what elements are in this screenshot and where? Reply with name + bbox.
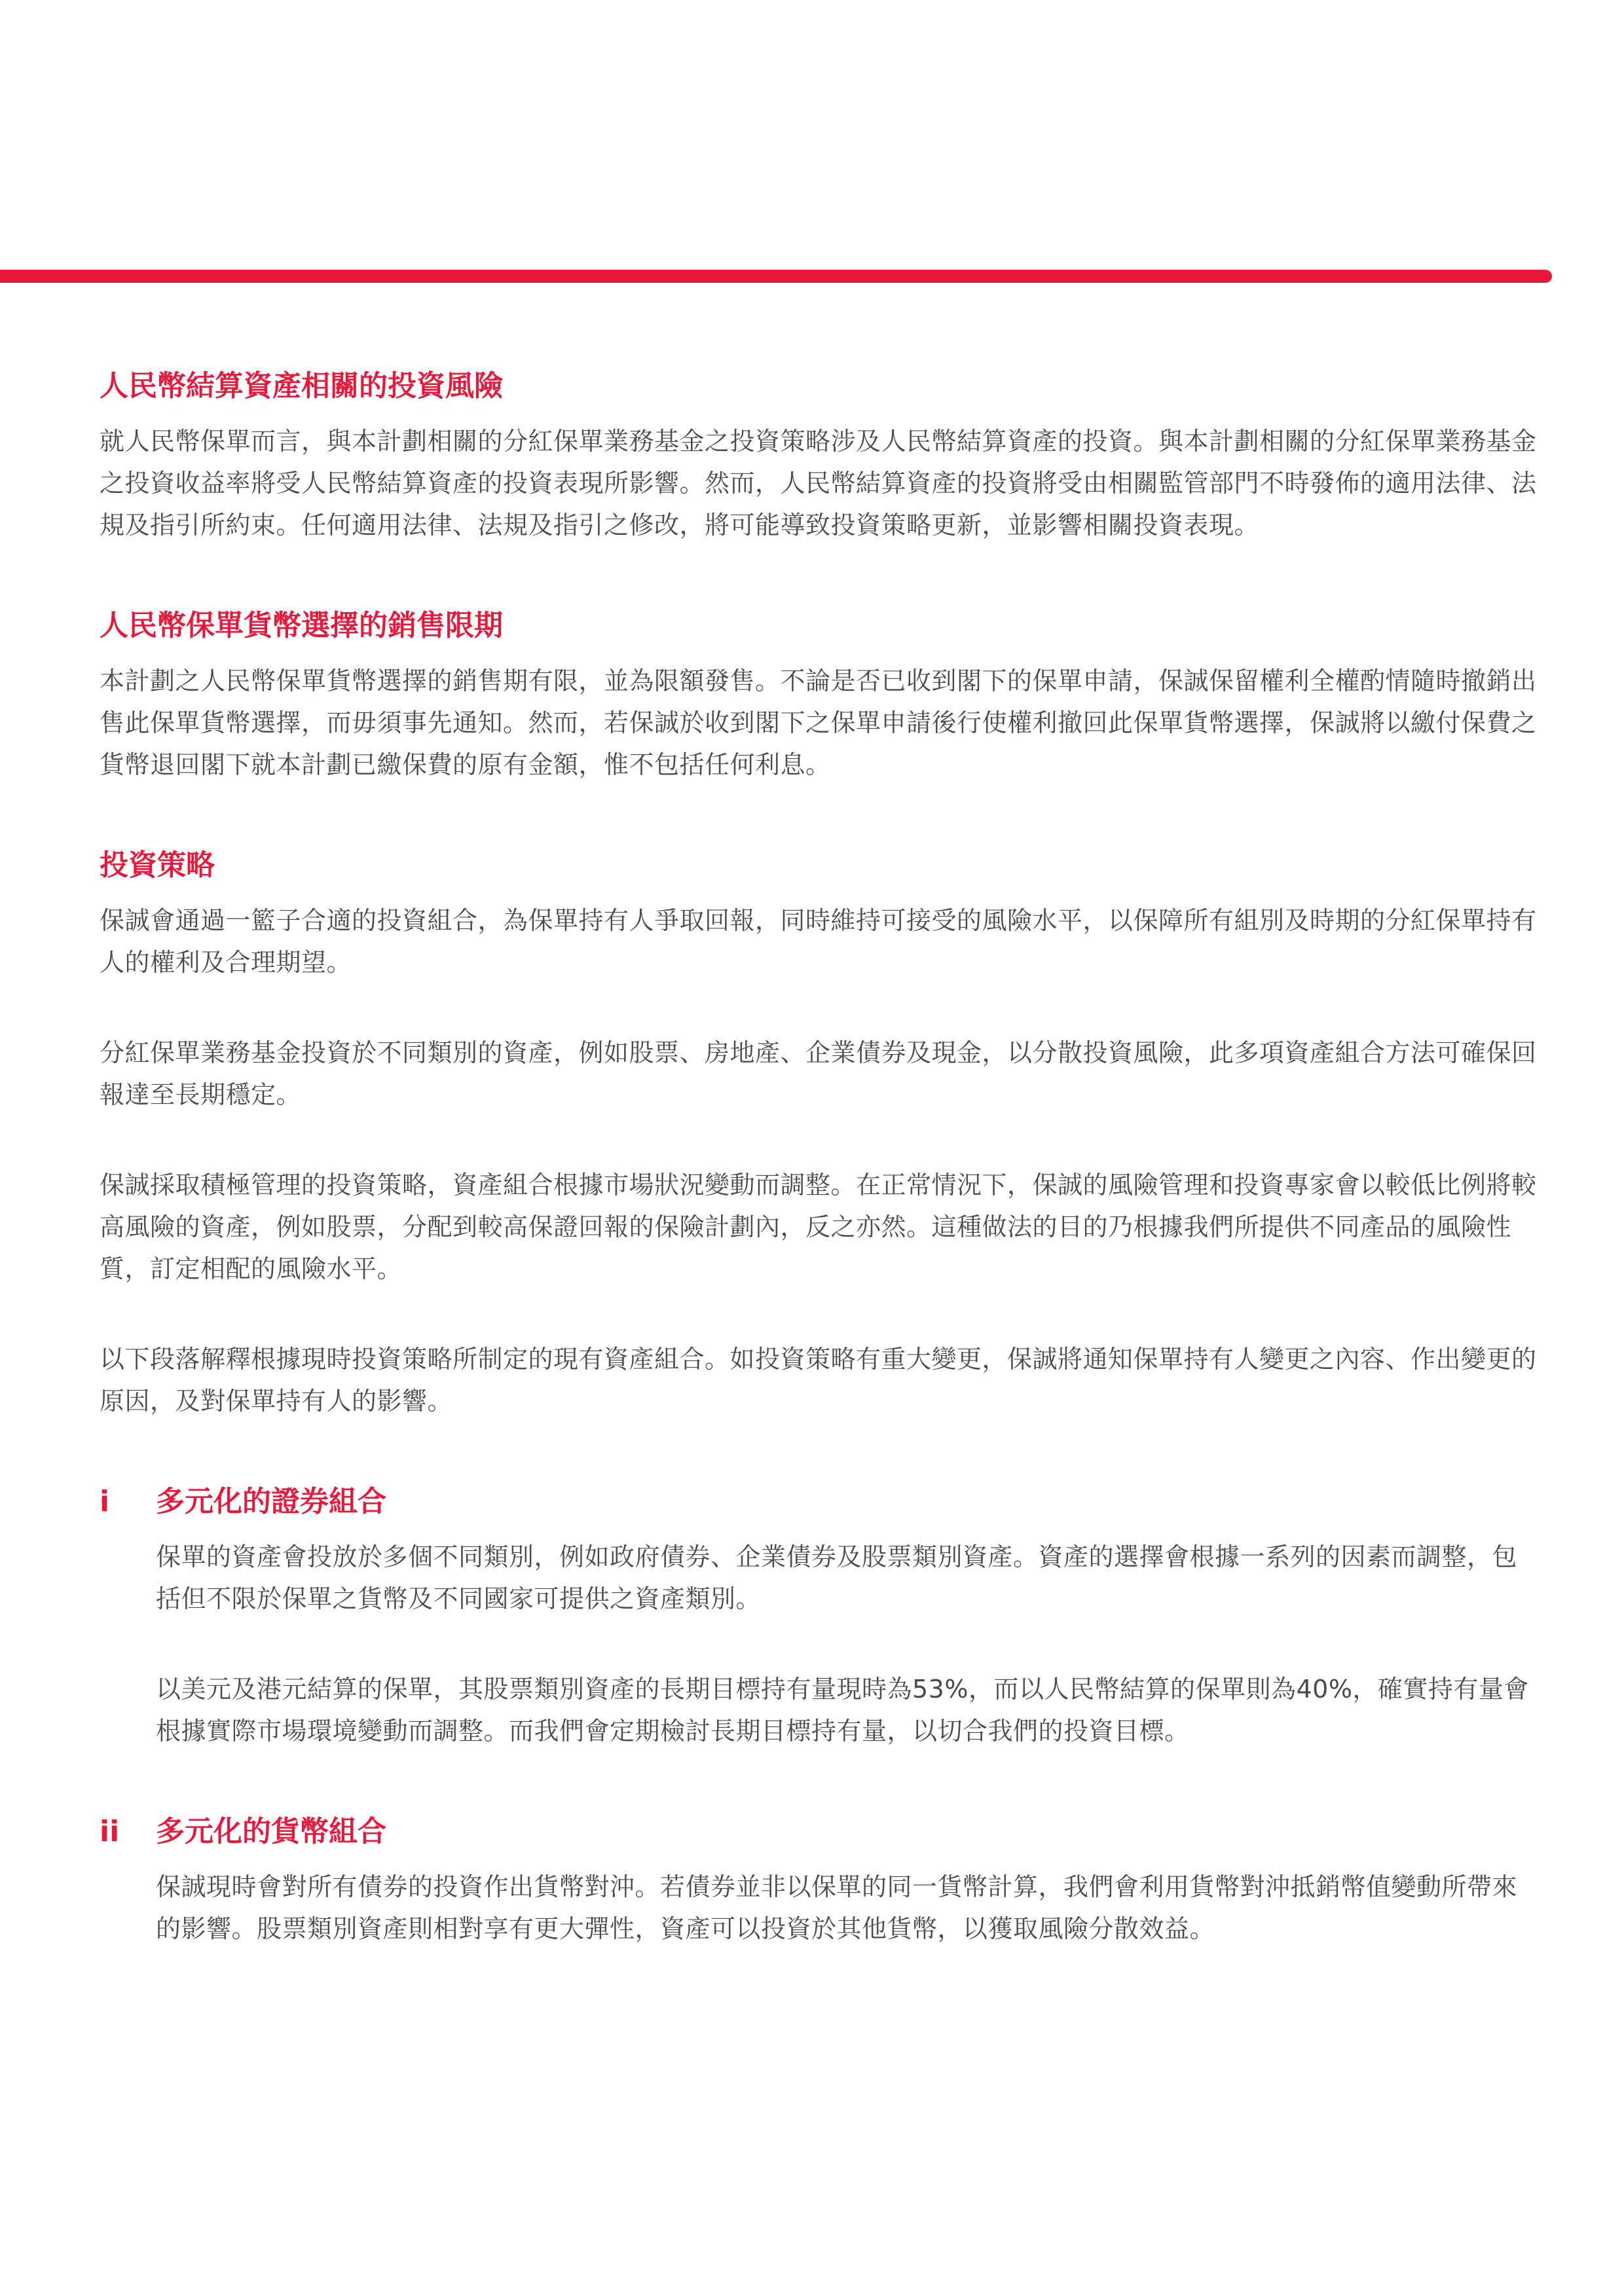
- paragraph: 保誠採取積極管理的投資策略，資產組合根據市場狀況變動而調整。在正常情況下，保誠的風險管理和投資專家會以較低比例將較高風險的資產，例如股票，分配到較高保證回報的保險計劃內，反之亦然。這種做法的目的乃根據我們所提供不同產品的風險性質，訂定相配的風險水平。: [100, 1171, 1537, 1283]
- paragraph: 保誠會通過一籃子合適的投資組合，為保單持有人爭取回報，同時維持可接受的風險水平，以保障所有組別及時期的分紅保單持有人的權利及合理期望。: [100, 906, 1537, 977]
- subsection-title: 多元化的貨幣組合: [156, 1815, 386, 1848]
- paragraph: 以美元及港元結算的保單，其股票類別資產的長期目標持有量現時為53%，而以人民幣結算的保單則為40%，確實持有量會根據實際市場環境變動而調整。而我們會定期檢討長期目標持有量，以切合我們的投資目標。: [156, 1675, 1529, 1745]
- subsection-heading-securities: [100, 1482, 1540, 1522]
- paragraph: 保誠現時會對所有債券的投資作出貨幣對沖。若債券並非以保單的同一貨幣計算，我們會利用貨幣對沖抵銷幣值變動所帶來的影響。股票類別資產則相對享有更大彈性，資產可以投資於其他貨幣，以獲取風險分散效益。: [156, 1872, 1518, 1943]
- subsection-numeral: i: [100, 1485, 110, 1518]
- paragraph: 本計劃之人民幣保單貨幣選擇的銷售期有限，並為限額發售。不論是否已收到閣下的保單申請，保誠保留權利全權酌情隨時撤銷出售此保單貨幣選擇，而毋須事先通知。然而，若保誠於收到閣下之保單申請後行使權利撤回此保單貨幣選擇，保誠將以繳付保費之貨幣退回閣下就本計劃已繳保費的原有金額，惟不包括任何利息。: [100, 666, 1537, 779]
- section-title-investment-strategy: 投資策略: [100, 848, 215, 882]
- document-body: [100, 367, 1540, 1950]
- subsection-numeral: ii: [100, 1815, 120, 1848]
- paragraph: 分紅保單業務基金投資於不同類別的資產，例如股票、房地產、企業債券及現金，以分散投資風險，此多項資產組合方法可確保回報達至長期穩定。: [100, 1038, 1537, 1109]
- section-title-rmb-risk: 人民幣結算資產相關的投資風險: [100, 369, 503, 403]
- paragraph: 保單的資產會投放於多個不同類別，例如政府債券、企業債券及股票類別資產。資產的選擇會根據一系列的因素而調整，包括但不限於保單之貨幣及不同國家可提供之資產類別。: [156, 1542, 1518, 1613]
- subsection-title: 多元化的證券組合: [156, 1485, 386, 1518]
- paragraph: 以下段落解釋根據現時投資策略所制定的現有資產組合。如投資策略有重大變更，保誠將通知保單持有人變更之內容、作出變更的原因，及對保單持有人的影響。: [100, 1345, 1537, 1415]
- top-accent-bar: [0, 270, 1552, 283]
- paragraph: 就人民幣保單而言，與本計劃相關的分紅保單業務基金之投資策略涉及人民幣結算資產的投資。與本計劃相關的分紅保單業務基金之投資收益率將受人民幣結算資產的投資表現所影響。然而，人民幣結算資產的投資將受由相關監管部門不時發佈的適用法律、法規及指引所約束。任何適用法律、法規及指引之修改，將可能導致投資策略更新，並影響相關投資表現。: [100, 427, 1537, 539]
- section-title-rmb-sale-period: 人民幣保單貨幣選擇的銷售限期: [100, 609, 503, 642]
- subsection-heading-currency: [100, 1812, 1540, 1851]
